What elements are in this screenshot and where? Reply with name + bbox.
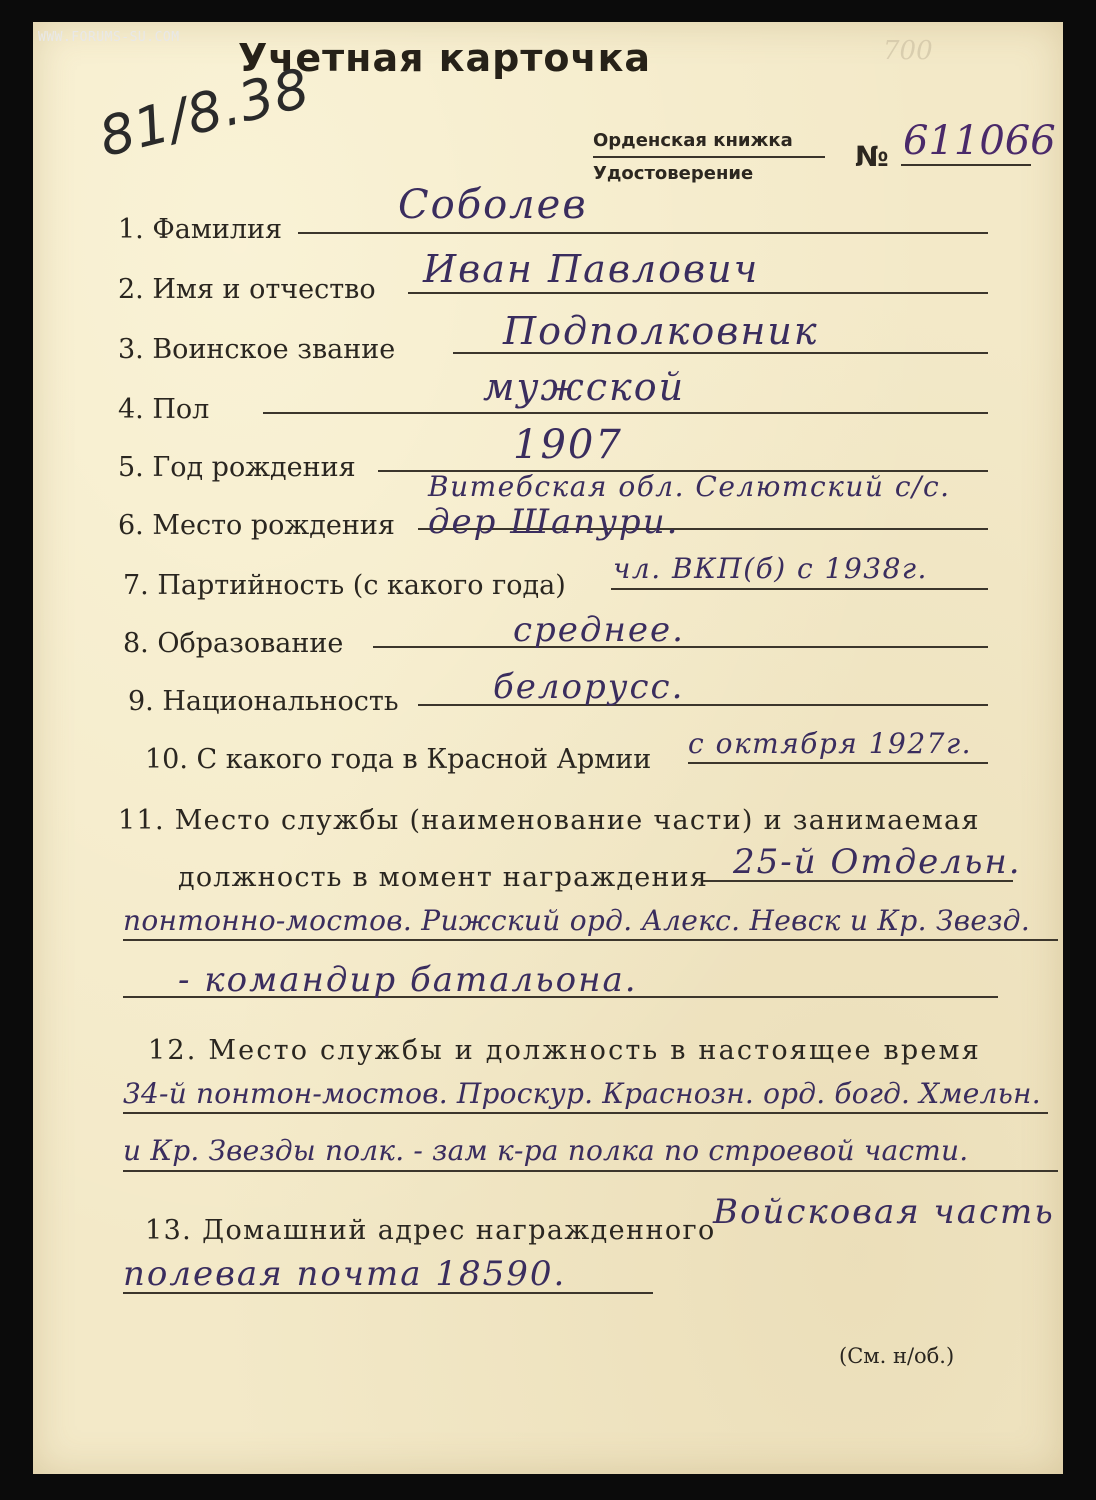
order-book-label: Орденская книжка — [593, 130, 793, 151]
faded-mark: 700 — [883, 36, 933, 66]
field-current-service-value-line2: и Кр. Звезды полк. - зам к-ра полка по строевой части. — [123, 1134, 969, 1167]
field-birthplace-label: 6. Место рождения — [118, 510, 395, 541]
field-birthplace-value-line2: дер Шапури. — [428, 502, 680, 542]
field-surname-line — [298, 232, 988, 234]
field-home-address-line2 — [123, 1292, 653, 1294]
field-nationality-value: белорусс. — [493, 667, 685, 707]
field-home-address-label: 13. Домашний адрес награжденного — [145, 1215, 716, 1246]
field-service-place-label-line1: 11. Место службы (наименование части) и занимаемая — [118, 805, 980, 836]
field-party-label: 7. Партийность (с какого года) — [123, 570, 566, 601]
field-surname-label: 1. Фамилия — [118, 214, 283, 245]
field-army-since-label: 10. С какого года в Красной Армии — [145, 744, 652, 775]
field-sex-label: 4. Пол — [118, 394, 210, 425]
field-service-place-label-line2: должность в момент награждения — [178, 862, 709, 893]
number-sign: № — [855, 140, 889, 173]
field-name-line — [408, 292, 988, 294]
order-book-strike-line — [593, 156, 825, 158]
field-home-address-value-line1: Войсковая часть — [713, 1192, 1055, 1232]
certificate-label: Удостоверение — [593, 163, 754, 184]
watermark-text: WWW.FORUMS-SU.COM — [38, 30, 180, 45]
field-party-line — [611, 588, 988, 590]
field-service-place-value-line3: - командир батальона. — [178, 960, 638, 1000]
field-army-since-line — [688, 762, 988, 764]
field-surname-value: Соболев — [398, 182, 588, 228]
field-current-service-line1 — [123, 1112, 1048, 1114]
field-service-place-value-line2: понтонно-мостов. Рижский орд. Алекс. Невск и Кр. Звезд. — [123, 904, 1031, 937]
card-title: Учетная карточка — [238, 36, 651, 80]
field-sex-line — [263, 412, 988, 414]
field-nationality-label: 9. Национальность — [128, 686, 399, 717]
see-reverse-note: (См. н/об.) — [839, 1344, 955, 1368]
field-education-label: 8. Образование — [123, 628, 344, 659]
corner-handwritten-note: 81/8.38 — [93, 56, 317, 170]
field-party-value: чл. ВКП(б) с 1938г. — [613, 552, 928, 585]
field-rank-value: Подполковник — [503, 309, 819, 353]
field-education-value: среднее. — [513, 610, 685, 650]
field-current-service-line2 — [123, 1170, 1058, 1172]
field-birth-year-value: 1907 — [513, 422, 623, 468]
field-rank-label: 3. Воинское звание — [118, 334, 396, 365]
field-service-place-value-line1: 25-й Отдельн. — [733, 842, 1022, 882]
field-birthplace-value-line1: Витебская обл. Селютский с/с. — [428, 470, 951, 503]
field-current-service-value-line1: 34-й понтон-мостов. Проскур. Краснозн. орд. богд. Хмельн. — [123, 1077, 1041, 1110]
field-current-service-label: 12. Место службы и должность в настоящее время — [148, 1035, 981, 1066]
field-sex-value: мужской — [483, 365, 686, 409]
record-card — [33, 22, 1063, 1474]
number-underline — [901, 164, 1031, 166]
document-number: 611066 — [903, 118, 1056, 164]
field-service-place-line2 — [123, 939, 1058, 941]
field-birth-year-label: 5. Год рождения — [118, 452, 356, 483]
field-name-value: Иван Павлович — [423, 247, 760, 291]
field-army-since-value: с октября 1927г. — [688, 727, 973, 760]
field-home-address-value-line2: полевая почта 18590. — [123, 1254, 567, 1294]
field-name-label: 2. Имя и отчество — [118, 274, 376, 305]
